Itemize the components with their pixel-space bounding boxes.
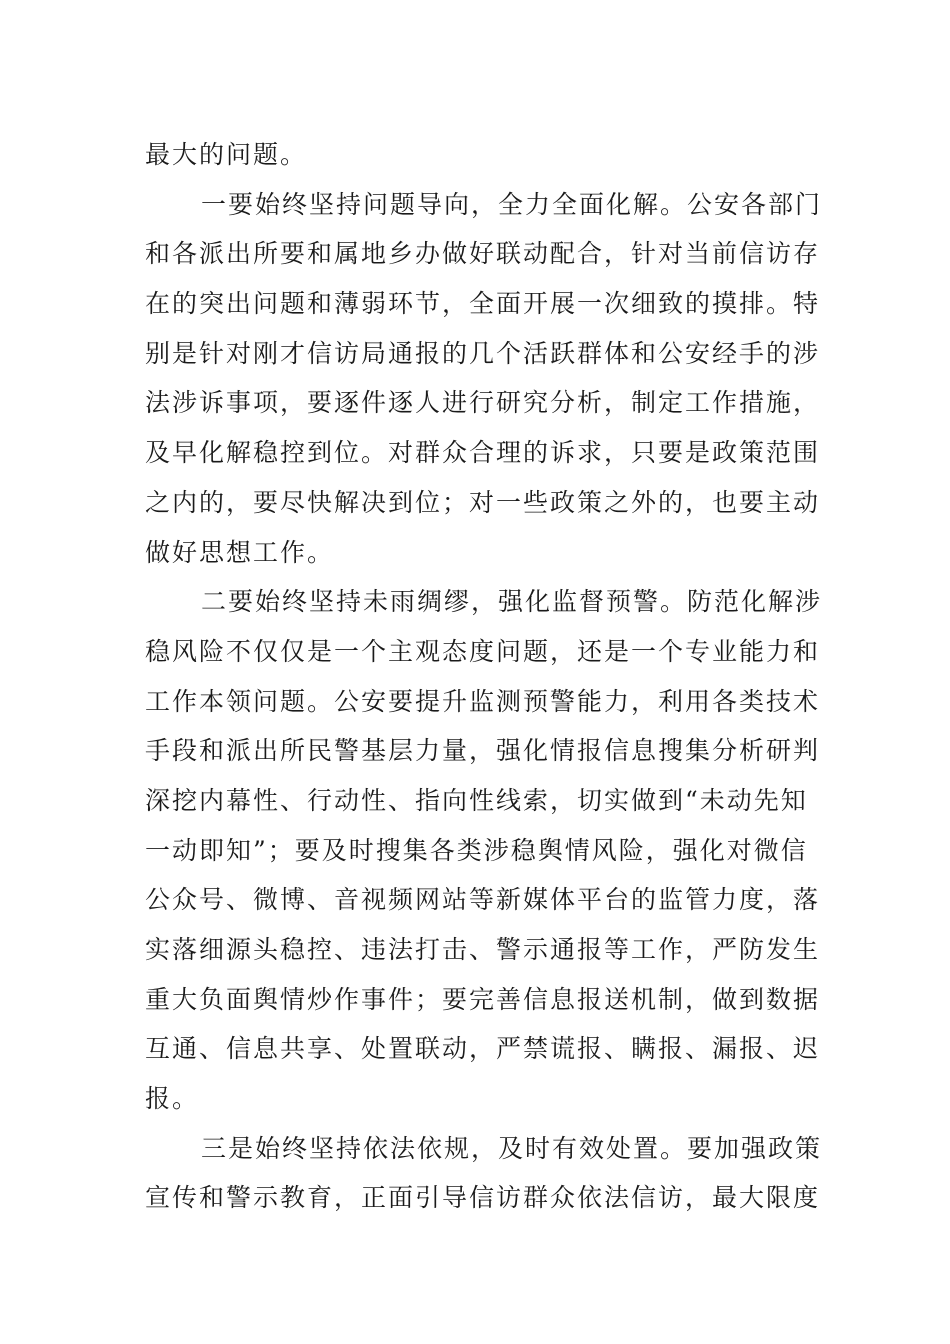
text-line: 法涉诉事项，要逐件逐人进行研究分析，制定工作措施，	[145, 388, 821, 418]
text-line: 和各派出所要和属地乡办做好联动配合，针对当前信访存	[145, 239, 821, 269]
text-line: 互通、信息共享、处置联动，严禁谎报、瞒报、漏报、迟	[145, 1034, 821, 1064]
text-line: 公众号、微博、音视频网站等新媒体平台的监管力度，落	[145, 885, 821, 915]
text-line: 最大的问题。	[145, 140, 308, 169]
text-line: 手段和派出所民警基层力量，强化情报信息搜集分析研判	[145, 736, 821, 766]
text-line: 之内的，要尽快解决到位；对一些政策之外的，也要主动	[145, 487, 821, 517]
text-line: 做好思想工作。	[145, 537, 335, 567]
paragraph-three-start: 三是始终坚持依法依规，及时有效处置。要加强政策	[201, 1133, 823, 1163]
paragraph-one-start: 一要始终坚持问题导向，全力全面化解。公安各部门	[201, 189, 823, 219]
body-text	[145, 130, 823, 1223]
text-line: 及早化解稳控到位。对群众合理的诉求，只要是政策范围	[145, 438, 821, 468]
text-line: 重大负面舆情炒作事件；要完善信息报送机制，做到数据	[145, 984, 821, 1014]
text-line: 深挖内幕性、行动性、指向性线索，切实做到“未动先知	[145, 785, 808, 815]
paragraph-two-start: 二要始终坚持未雨绸缪，强化监督预警。防范化解涉	[201, 587, 823, 617]
text-line: 工作本领问题。公安要提升监测预警能力，利用各类技术	[145, 686, 821, 716]
text-line: 报。	[145, 1084, 200, 1114]
text-line: 一动即知”；要及时搜集各类涉稳舆情风险，强化对微信	[145, 835, 808, 865]
text-line: 宣传和警示教育，正面引导信访群众依法信访，最大限度	[145, 1183, 821, 1213]
text-line: 在的突出问题和薄弱环节，全面开展一次细致的摸排。特	[145, 289, 821, 319]
text-line: 稳风险不仅仅是一个主观态度问题，还是一个专业能力和	[145, 636, 821, 666]
text-line: 实落细源头稳控、违法打击、警示通报等工作，严防发生	[145, 935, 821, 964]
text-line: 别是针对刚才信访局通报的几个活跃群体和公安经手的涉	[145, 338, 821, 368]
